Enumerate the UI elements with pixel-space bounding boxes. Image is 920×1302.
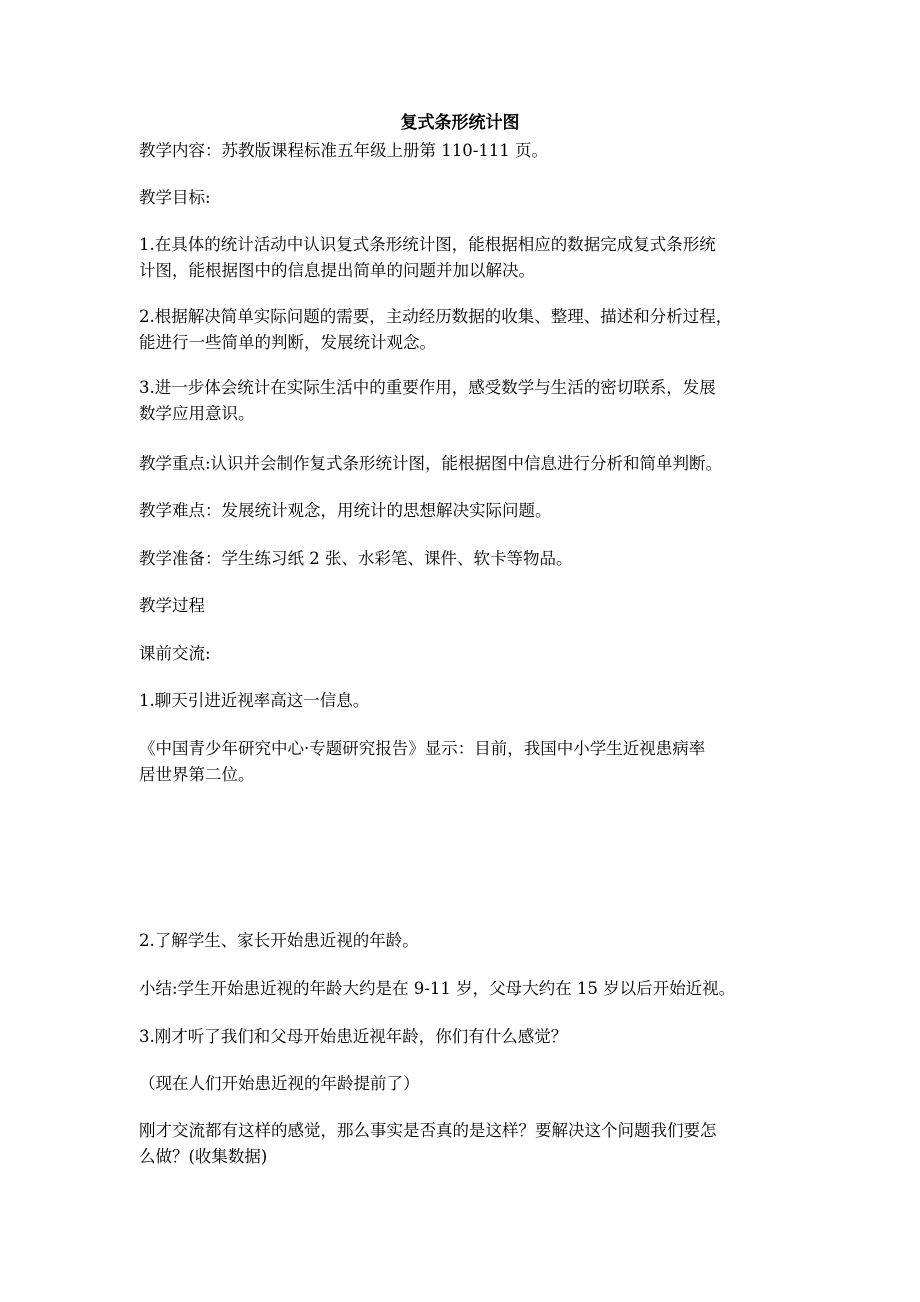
summary: 小结:学生开始患近视的年龄大约是在 9-11 岁，父母大约在 15 岁以后开始近视。	[139, 979, 736, 998]
objective-3-line-2: 数学应用意识。	[139, 404, 255, 423]
preparation: 教学准备：学生练习纸 2 张、水彩笔、课件、软卡等物品。	[139, 549, 573, 568]
objective-3-line-1: 3.进一步体会统计在实际生活中的重要作用，感受数学与生活的密切联系，发展	[139, 378, 716, 397]
difficulty: 教学难点：发展统计观念，用统计的思想解决实际问题。	[139, 501, 552, 520]
objective-2-line-2: 能进行一些简单的判断，发展统计观念。	[139, 333, 436, 352]
question	[139, 1118, 787, 1170]
objective-2	[139, 304, 787, 356]
question-line-2: 么做？(收集数据)	[139, 1147, 268, 1166]
document-title: 复式条形统计图	[400, 113, 520, 133]
objective-1-line-2: 计图，能根据图中的信息提出简单的问题并加以解决。	[139, 261, 535, 280]
report-quote	[139, 736, 787, 788]
report-quote-line-1: 《中国青少年研究中心·专题研究报告》显示：目前，我国中小学生近视患病率	[139, 739, 706, 758]
step-3: 3.刚才听了我们和父母开始患近视年龄，你们有什么感觉？	[139, 1027, 568, 1046]
report-quote-line-2: 居世界第二位。	[139, 765, 255, 784]
answer: （现在人们开始患近视的年龄提前了）	[139, 1074, 420, 1093]
objective-1-line-1: 1.在具体的统计活动中认识复式条形统计图，能根据相应的数据完成复式条形统	[139, 235, 716, 254]
objectives-heading: 教学目标:	[139, 188, 211, 207]
objective-3	[139, 375, 787, 427]
step-2: 2.了解学生、家长开始患近视的年龄。	[139, 931, 419, 950]
objective-1	[139, 232, 787, 284]
question-line-1: 刚才交流都有这样的感觉，那么事实是否真的是这样？要解决这个问题我们要怎	[139, 1121, 717, 1140]
objective-2-line-1: 2.根据解决简单实际问题的需要，主动经历数据的收集、整理、描述和分析过程，	[139, 307, 733, 326]
teaching-content: 教学内容：苏教版课程标准五年级上册第 110-111 页。	[139, 141, 549, 160]
key-point: 教学重点:认识并会制作复式条形统计图，能根据图中信息进行分析和简单判断。	[139, 454, 723, 473]
process-heading: 教学过程	[139, 596, 205, 615]
pre-class-heading: 课前交流:	[139, 644, 211, 663]
step-1: 1.聊天引进近视率高这一信息。	[139, 691, 370, 710]
